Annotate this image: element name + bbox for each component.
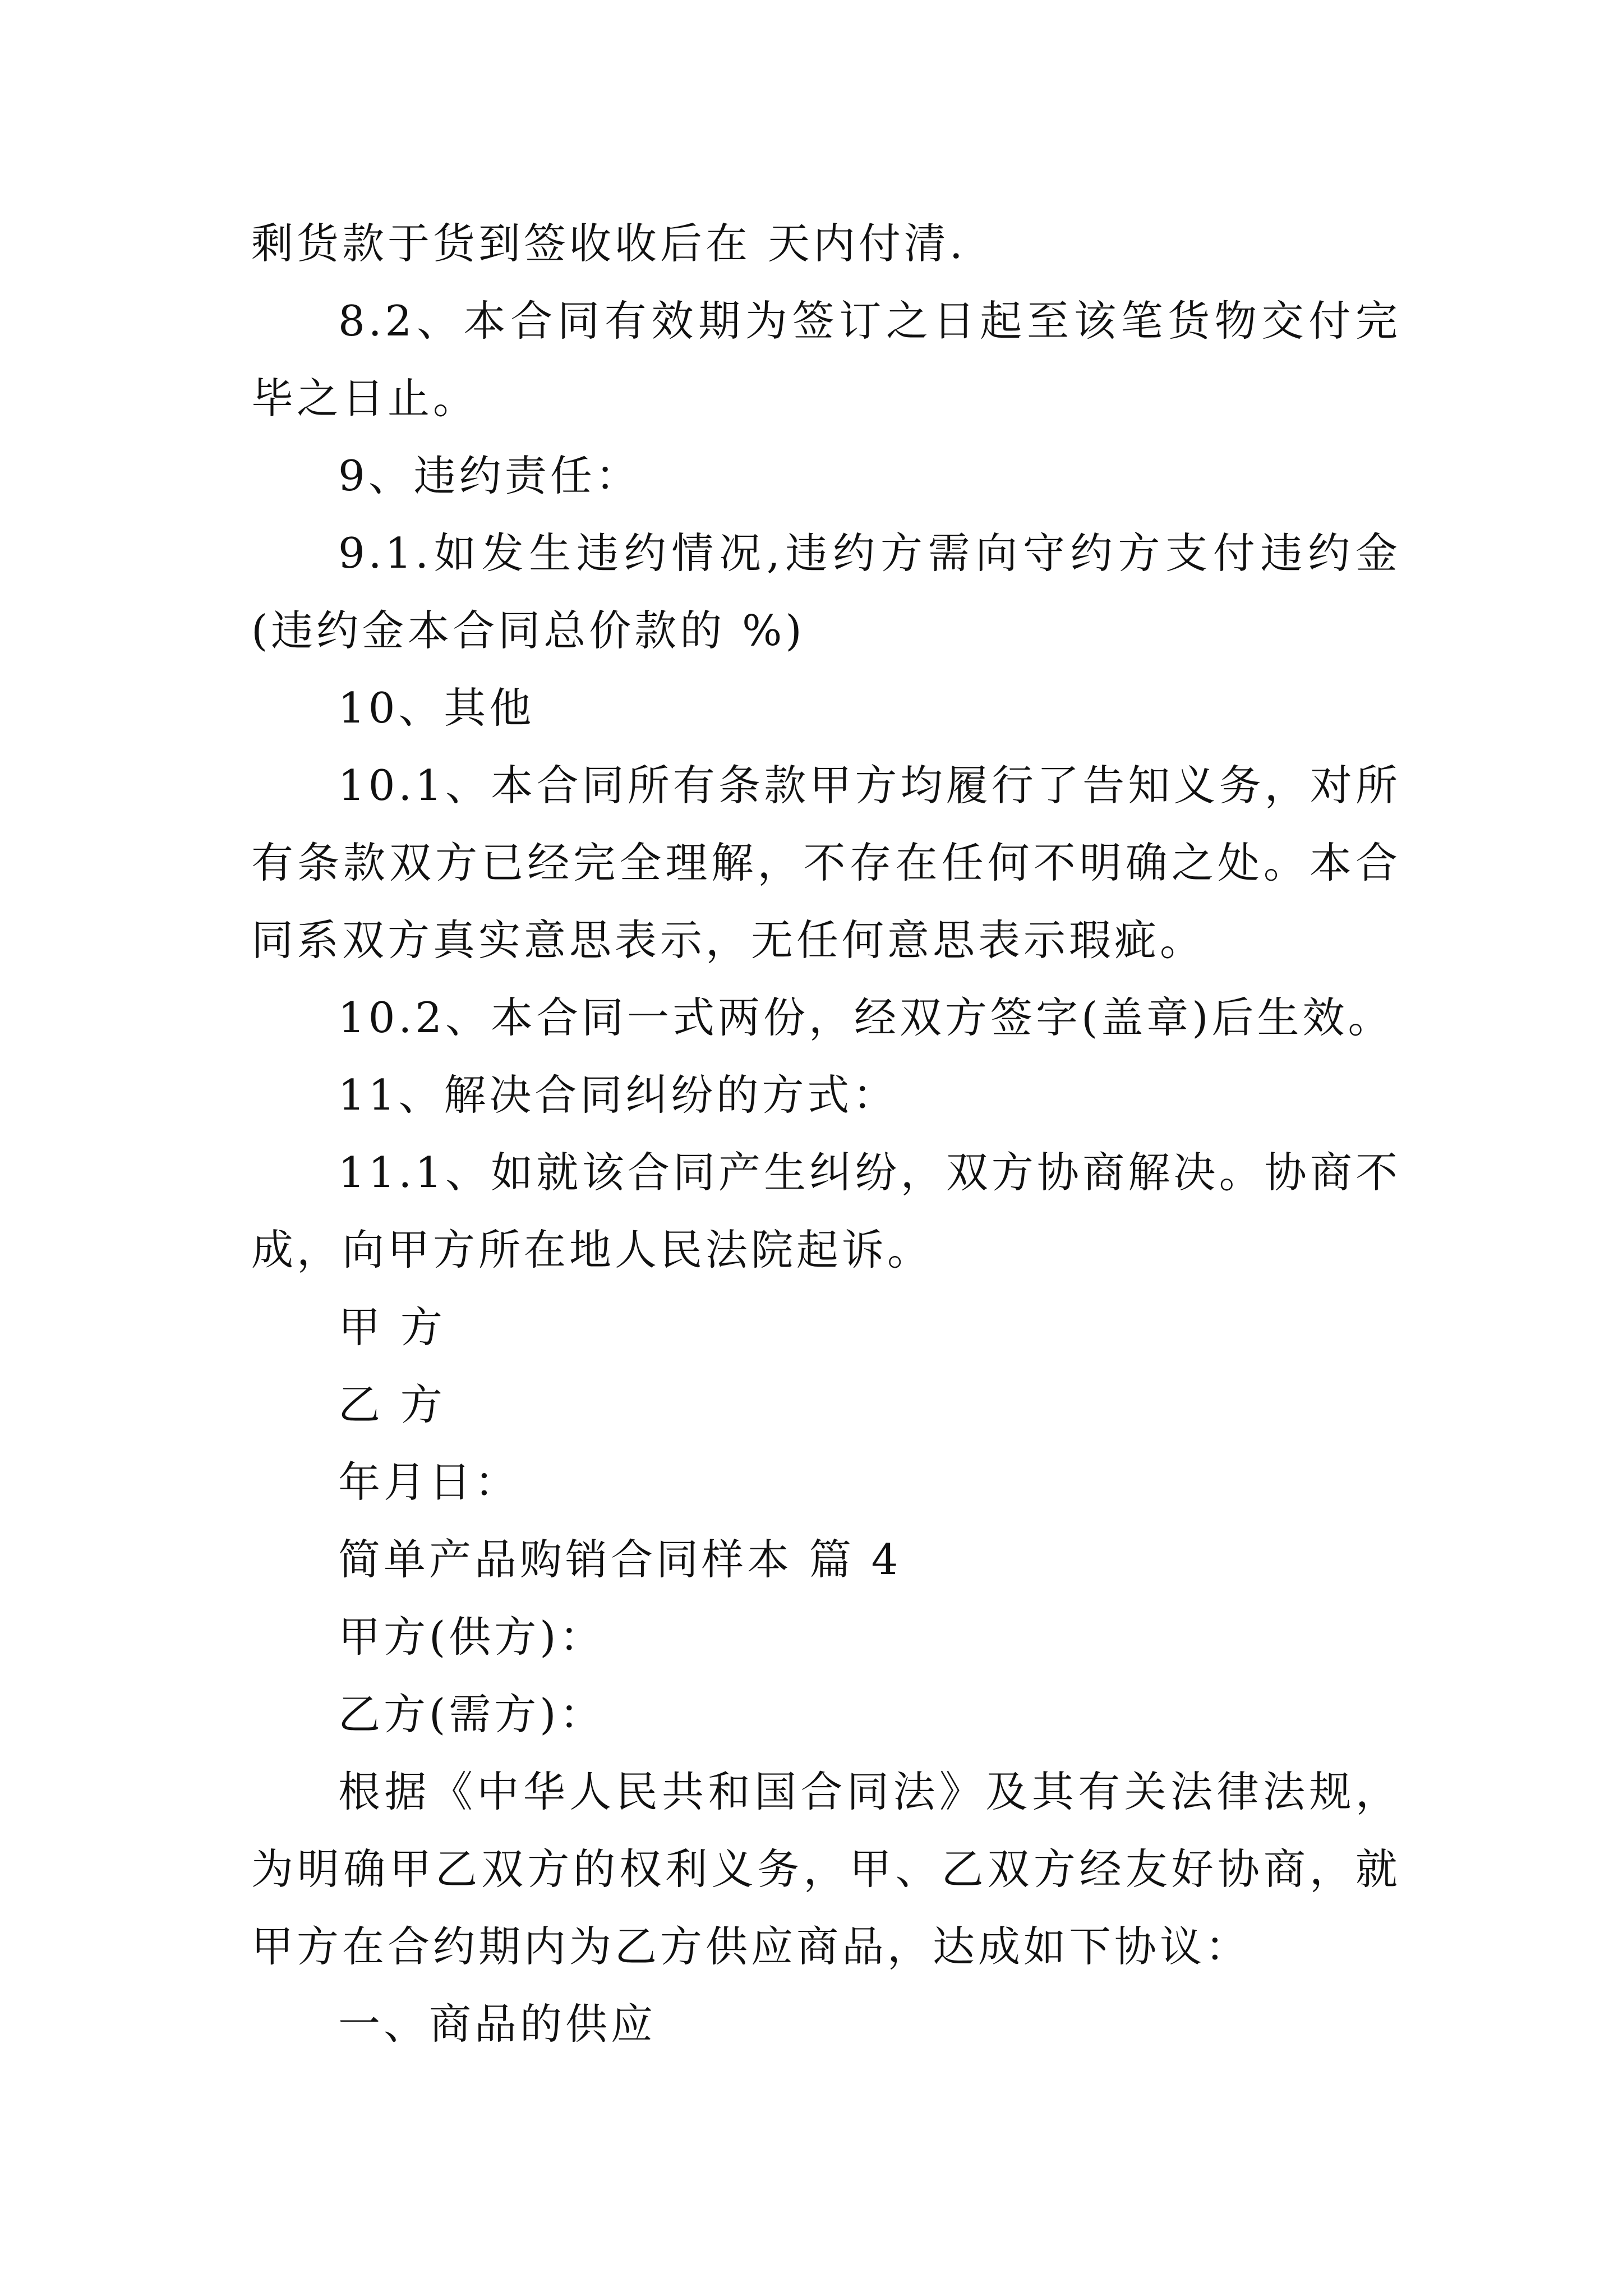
paragraph-clause-8-2: 8.2、本合同有效期为签订之日起至该笔货物交付完毕之日止。 — [251, 296, 1401, 423]
heading-clause-11: 11、解决合同纠纷的方式： — [338, 1070, 898, 1120]
heading-clause-9: 9、违约责任： — [338, 451, 641, 500]
party-b-buyer: 乙方(需方)： — [338, 1690, 605, 1739]
heading-clause-10: 10、其他 — [338, 683, 535, 733]
section-title-template-4: 简单产品购销合同样本 篇 4 — [338, 1535, 902, 1584]
paragraph-payment-remainder: 剩货款于货到签收收后在 天内付清. — [251, 219, 966, 268]
heading-supply-of-goods: 一、商品的供应 — [338, 1999, 657, 2049]
signature-date: 年月日： — [338, 1457, 520, 1507]
paragraph-clause-11-1: 11.1、如就该合同产生纠纷，双方协商解决。协商不成，向甲方所在地人民法院起诉。 — [251, 1148, 1401, 1274]
signature-party-b: 乙 方 — [338, 1380, 446, 1429]
paragraph-clause-10-1: 10.1、本合同所有条款甲方均履行了告知义务，对所有条款双方已经完全理解，不存在任何不明确之处。本合同系双方真实意思表示，无任何意思表示瑕疵。 — [251, 761, 1401, 965]
document-body — [251, 205, 1401, 2063]
party-a-supplier: 甲方(供方)： — [338, 1612, 605, 1662]
signature-party-a: 甲 方 — [338, 1303, 446, 1352]
paragraph-clause-9-1: 9.1.如发生违约情况,违约方需向守约方支付违约金(违约金本合同总价款的 %) — [251, 528, 1401, 655]
paragraph-clause-10-2: 10.2、本合同一式两份，经双方签字(盖章)后生效。 — [338, 993, 1394, 1042]
paragraph-preamble: 根据《中华人民共和国合同法》及其有关法律法规，为明确甲乙双方的权利义务，甲、乙双方经友好协商，就甲方在合约期内为乙方供应商品，达成如下协议： — [251, 1767, 1401, 1971]
